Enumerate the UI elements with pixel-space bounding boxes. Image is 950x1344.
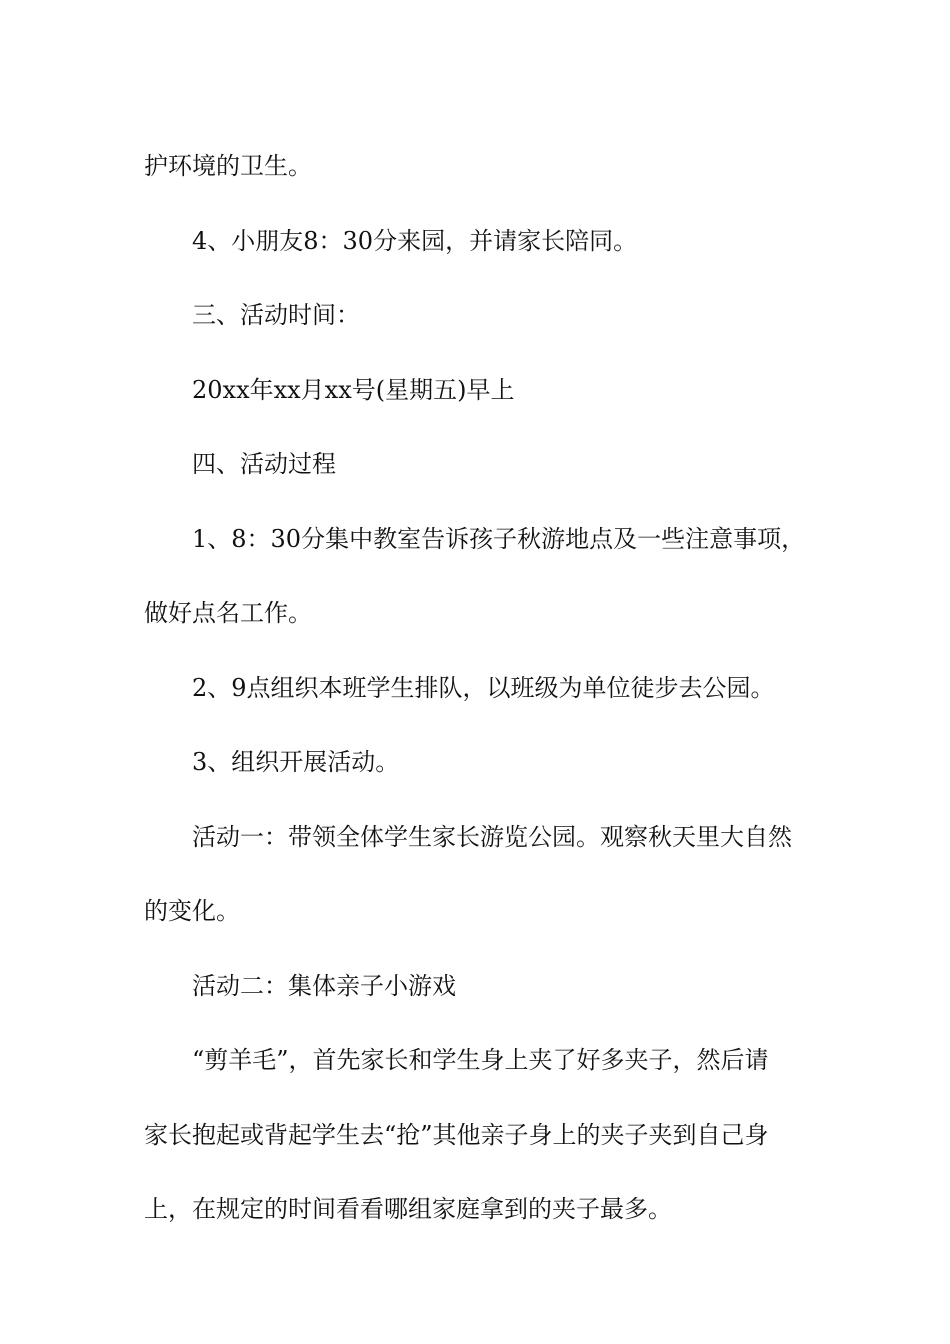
text-line-game-1: “剪羊毛”，首先家长和学生身上夹了好多夹子，然后请 (192, 1046, 769, 1074)
text-line-step-3: 3、组织开展活动。 (192, 748, 400, 776)
text-line-activity-2: 活动二：集体亲子小游戏 (192, 971, 456, 1000)
text-line-game-3: 上，在规定的时间看看哪组家庭拿到的夹子最多。 (144, 1195, 672, 1223)
section-heading-process: 四、活动过程 (192, 450, 336, 478)
document-body (144, 129, 806, 1247)
text-line-activity-1: 活动一：带领全体学生家长游览公园。观察秋天里大自然 (192, 822, 792, 851)
text-line-1: 护环境的卫生。 (144, 152, 312, 180)
text-line-step-2: 2、9点组织本班学生排队，以班级为单位徒步去公园。 (192, 673, 775, 702)
text-line-step-1-cont: 做好点名工作。 (144, 599, 312, 627)
text-line-game-2: 家长抱起或背起学生去“抢”其他亲子身上的夹子夹到自己身 (144, 1120, 769, 1149)
text-line-activity-1-cont: 的变化。 (144, 897, 240, 925)
text-line-date: 20xx年xx月xx号(星期五)早上 (192, 375, 515, 404)
text-line-step-1: 1、8：30分集中教室告诉孩子秋游地点及一些注意事项， (192, 524, 806, 553)
section-heading-time: 三、活动时间： (192, 301, 360, 329)
text-line-2: 4、小朋友8：30分来园，并请家长陪同。 (192, 226, 638, 255)
